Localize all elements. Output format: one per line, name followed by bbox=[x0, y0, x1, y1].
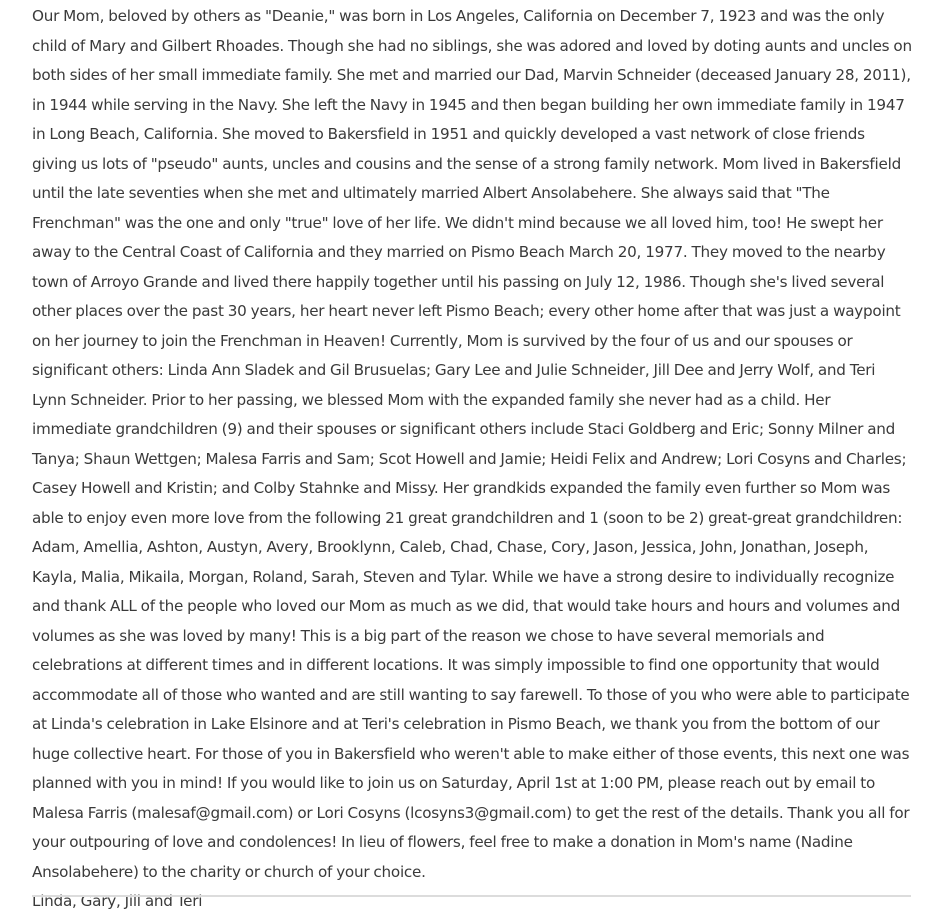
obituary-text bbox=[32, 2, 912, 917]
obituary-signature: Linda, Gary, Jill and Teri bbox=[32, 892, 203, 910]
section-divider bbox=[32, 895, 911, 897]
obituary-body: Our Mom, beloved by others as "Deanie," was born in Los Angeles, California on December 7, 1923 and was the only child of Mary and Gilbert Rhoades. Though she had no siblings, she was adored and loved by doting aunts and uncles on both sides of her small immediate family. She met and married our Dad, Marvin Schneider (deceased January 28, 2011), in 1944 while serving in the Navy. She left the Navy in 1945 and then began building her own immediate family in 1947 in Long Beach, California. She moved to Bakersfield in 1951 and quickly developed a vast network of close friends giving us lots of "pseudo" aunts, uncles and cousins and the sense of a strong family network. Mom lived in Bakersfield until the late seventies when she met and ultimately married Albert Ansolabehere. She always said that "The Frenchman" was the one and only "true" love of her life. We didn't mind because we all loved him, too! He swept her away to the Central Coast of California and they married on Pismo Beach March 20, 1977. They moved to the nearby town of Arroyo Grande and lived there happily together until his passing on July 12, 1986. Though she's lived several other places over the past 30 years, her heart never left Pismo Beach; every other home after that was just a waypoint on her journey to join the Frenchman in Heaven! Currently, Mom is survived by the four of us and our spouses or significant others: Linda Ann Sladek and Gil Brusuelas; Gary Lee and Julie Schneider, Jill Dee and Jerry Wolf, and Teri Lynn Schneider. Prior to her passing, we blessed Mom with the expanded family she never had as a child. Her immediate grandchildren (9) and their spouses or significant others include Staci Goldberg and Eric; Sonny Milner and Tanya; Shaun Wettgen; Malesa Farris and Sam; Scot Howell and Jamie; Heidi Felix and Andrew; Lori Cosyns and Charles; Casey Howell and Kristin; and Colby Stahnke and Missy. Her grandkids expanded the family even further so Mom was able to enjoy even more love from the following 21 great grandchildren and 1 (soon to be 2) great-great grandchildren: Adam, Amellia, Ashton, Austyn, Avery, Brooklynn, Caleb, Chad, Chase, Cory, Jason, Jessica, John, Jonathan, Joseph, Kayla, Malia, Mikaila, Morgan, Roland, Sarah, Steven and Tylar. While we have a strong desire to individually recognize and thank ALL of the people who loved our Mom as much as we did, that would take hours and hours and volumes and volumes as she was loved by many! This is a big part of the reason we chose to have several memorials and celebrations at different times and in different locations. It was simply impossible to find one opportunity that would accommodate all of those who wanted and are still wanting to say farewell. To those of you who were able to participate at Linda's celebration in Lake Elsinore and at Teri's celebration in Pismo Beach, we thank you from the bottom of our huge collective heart. For those of you in Bakersfield who weren't able to make either of those events, this next one was planned with you in mind! If you would like to join us on Saturday, April 1st at 1:00 PM, please reach out by email to Malesa Farris (malesaf@gmail.com) or Lori Cosyns (lcosyns3@gmail.com) to get the rest of the details. Thank you all for your outpouring of love and condolences! In lieu of flowers, feel free to make a donation in Mom's name (Nadine Ansolabehere) to the charity or church of your choice. bbox=[32, 7, 912, 881]
